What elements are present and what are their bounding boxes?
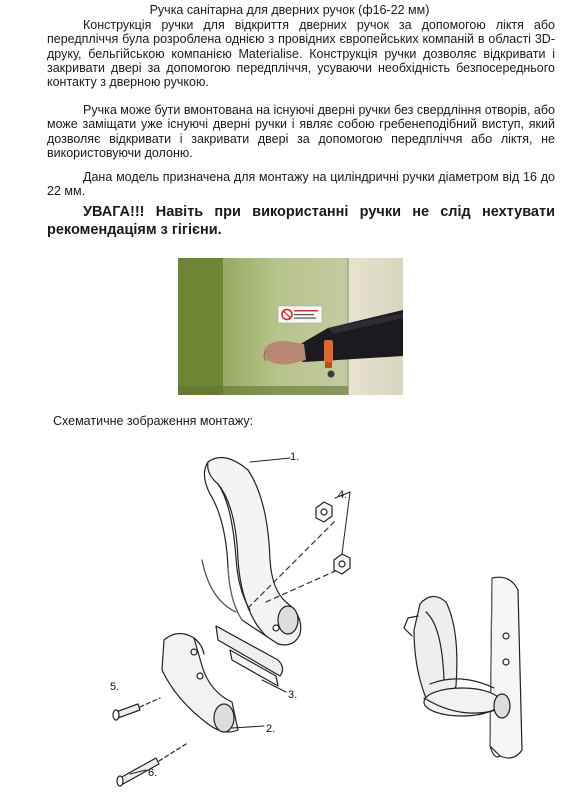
assembly-diagram-drawing — [90, 440, 560, 795]
warning-text-content: УВАГА!!! Навіть при використанні ручки не слід нехтувати рекомендаціям з гігієни. — [47, 204, 555, 238]
label-part-2: 2. — [266, 723, 276, 735]
label-part-1: 1. — [290, 451, 300, 463]
paragraph-diameter-text: Дана модель призначена для монтажу на циліндричні ручки діаметром від 16 до 22 мм. — [47, 170, 555, 199]
usage-photo-illustration — [178, 258, 403, 395]
part-screw-small — [113, 704, 140, 720]
part-hook — [202, 458, 301, 645]
paragraph-intro-text: Конструкція ручки для відкриття дверних ручок за допомогою ліктя або передпліччя була розроблена однією з провідних європейських компаній в області 3D-друку, бельгійською компанією Materialise. Конструкція ручки дозволяє відкривати і закривати двері за допомогою передпліччя, усуваючи необхідність безпосереднього контакту з дверною ручкою. — [47, 18, 555, 90]
usage-photo — [178, 258, 403, 395]
paragraph-mounting — [47, 103, 555, 160]
schema-caption: Схематичне зображення монтажу: — [53, 414, 254, 428]
part-clamp — [162, 633, 238, 732]
part-nuts — [316, 502, 350, 574]
label-part-5: 5. — [110, 681, 120, 693]
label-part-4: 4. — [338, 489, 348, 501]
paragraph-intro — [47, 18, 555, 89]
assembly-diagram — [90, 440, 560, 795]
paragraph-diameter — [47, 170, 555, 199]
warning-text — [47, 203, 555, 239]
label-part-6: 6. — [148, 767, 158, 779]
assembled-view — [404, 577, 522, 758]
page-title: Ручка санітарна для дверних ручок (ф16-22 мм) — [149, 3, 430, 17]
label-part-3: 3. — [288, 689, 298, 701]
paragraph-mounting-text: Ручка може бути вмонтована на існуючі дверні ручки без свердління отворів, або може заміщати уже існуючі дверні ручки і являє собою гребенеподібний виступ, який дозволяє відкривати і закривати двері за допомогою передпліччя або ліктя, не використовуючи долоню. — [47, 103, 555, 160]
